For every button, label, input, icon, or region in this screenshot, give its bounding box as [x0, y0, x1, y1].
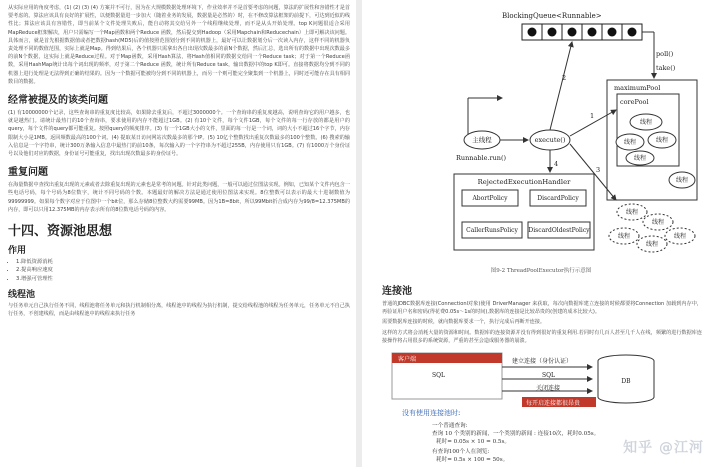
client-label: 客户端	[398, 356, 417, 363]
thread-label: 线程	[651, 219, 665, 226]
left-document-page	[0, 0, 356, 467]
thread-label: 线程	[623, 139, 637, 146]
purpose-list	[8, 258, 350, 283]
calc-line: 有查询100个人在浏览:	[432, 449, 490, 455]
thread-label: 线程	[633, 155, 647, 162]
take-label: take()	[656, 64, 676, 72]
resource-pool-heading: 十四、资源池思想	[8, 224, 113, 240]
policy-caller-runs: CallerRunsPolicy	[466, 227, 518, 234]
thread-label: 线程	[655, 137, 669, 144]
purpose-item: • 2.提高响应速度	[16, 266, 350, 274]
thread-pool-paragraph: 与任务单元自己执行任务不同，线程池将任务单元和执行机制相分离，线程池中的线程为执行机制，提交给线程池的线程为任务单元，任务单元不自己执行任务，不创建线程，而是由线程池中的线程来执行任务	[8, 303, 350, 318]
step-number: 2	[562, 74, 567, 82]
connection-paragraph-3: 这样的方式将会消耗大量的资源和时间。数据库的连接资源并没有得到很好的重复利用.若同时有几百人甚至几千人在线，频繁的进行数据库连接操作将占用很多的系统资源，严重的甚至会造成服务器的崩溃。	[382, 329, 702, 344]
connection-pool-section	[382, 282, 702, 347]
purpose-item: • 3.增强可管理性	[16, 275, 350, 283]
expensive-note: 每开启连接都很昂贵	[526, 400, 581, 407]
step-number: 3	[596, 166, 601, 174]
calc-line: 一个普通查询:	[432, 423, 468, 429]
main-thread-label: 主线程	[472, 136, 492, 144]
watermark: 知乎 @江河	[623, 440, 704, 456]
intro-paragraph: 从实际应用的角度考虑，(1) (2) (3) (4) 方案并不可行，因为在大规模数据处理环境下，作业效率并不是首要考虑的问题，算法的扩展性和容错性才是首要考虑的。算法应该具有良好的扩展性，以便数据量进一步加大（随着业务的发展，数据量是必然的）时，在不修改算法框架的前提下，可达到近似的线性比；算法应该具有容错性，即当前某个文件处理失败后，能自动将其交给另外一个线程继续处理，而不是从头开始处理。top K问题很适合采用MapReduce框架解决，用户只需编写一个Map函数和两个Reduce 函数，然后提交到Hadoop（采用Mapchain和Reducechain）上即可解决该问题。具体而言，就是首先根据数据值或者把数据hash(MD5)后的值按照范围划分到不同的机器上，最好可以让数据划分后一次读入内存，这样不同的机器负责处理不同的数值范围，实际上就是Map。得到结果后，各个机器只需拿出各自出现次数最多的前N个数据，然后汇总，选出所有的数据中出现次数最多的前N个数据，这实际上就是Reduce过程。对于Map函数，采用Hash算法，将Hash值相同的数据交给同一个Reduce task；对于第一个Reduce函数，采用HashMap统计出每个词出现的频率，对于第二个Reduce 函数，统计所有Reduce task，输出数据中的top K即可。直接将数据均分到不同的机器上进行处理是无法得到正确的结果的。因为一个数据可能被均分到不同的机器上，而另一个则可能完全聚集到一个机器上，同时还可能存在具有相同数目的数据。	[8, 5, 350, 85]
connection-paragraph-2: 需要数据库连接的时候，就向数据库要求一个，执行完成后再断开连接。	[382, 319, 546, 326]
right-document-page	[362, 0, 720, 467]
thread-label: 线程	[639, 119, 653, 126]
queue-label: BlockingQueue<Runnable>	[502, 12, 602, 20]
rejected-handler-label: RejectedExecutionHandler	[477, 178, 571, 186]
purpose-item: • 1.降低资源消耗	[16, 258, 350, 266]
maximum-pool-label: maximumPool	[614, 84, 661, 92]
duplicate-heading: 重复问题	[8, 167, 48, 179]
policy-discard-oldest: DiscardOldestPolicy	[528, 227, 590, 234]
step-number: 1	[590, 112, 595, 120]
purpose-heading: 作用	[8, 246, 27, 257]
poll-label: poll()	[656, 50, 674, 58]
policy-discard: DiscardPolicy	[537, 195, 579, 202]
thread-pool-heading: 线程池	[8, 290, 36, 301]
runnable-run-label: Runnable.run()	[456, 154, 507, 162]
execute-label: execute()	[534, 136, 566, 144]
calc-line: 耗时= 0.05s × 10 = 0.5s。	[436, 439, 510, 445]
step-number: 4	[554, 160, 559, 168]
figure-caption: 图9-2 ThreadPoolExecutor执行示意图	[490, 268, 592, 274]
thread-label: 线程	[617, 233, 631, 240]
thread-label: 线程	[645, 241, 659, 248]
threadpool-diagram	[362, 0, 720, 260]
sql-label: SQL	[432, 372, 446, 379]
sql-label: SQL	[542, 372, 556, 379]
thread-label: 线程	[675, 177, 689, 184]
build-connection-label: 建立连接（身份认证）	[512, 358, 573, 365]
thread-label: 线程	[625, 209, 639, 216]
connection-paragraph-1: 普通的JDBC数据库连接(Connectionl对象)使用 DriverManager 来获取，每次向数据库建立连接的时候都要将Connection 加载到内存中，再验证用户名和密码(得花费0.05s～1s的时间),数据库的连接是比较昂贵的(创建的成本比较大)。	[382, 301, 702, 316]
core-pool-label: corePool	[620, 98, 649, 106]
connection-pool-heading: 连接池	[382, 286, 412, 297]
thread-label: 线程	[673, 233, 687, 240]
no-pool-heading: 没有使用连接池时:	[402, 409, 461, 417]
duplicate-paragraph: 在海量数据中查找出重复出现的元素或者去除重复出现的元素也是常考的问题。针对此类问题，一般可以通过位图法实现。例如，已知某个文件内包含一些电话号码，每个号码为8位数字，统计不同号码的个数。本题最好的解决方法是通过使用位图法来实现。8位整数可以表示的最大十进制数值为99999999。如果每个数字对应于位图中一个bit位，那么存储8位整数大约需要99MB。因为1B=8bit，所以99Mbit折合成内存为99/8=12.375MB的内存，即可以只用12.375MB的内存表示所有的8位数电话号码的内容。	[8, 182, 350, 213]
blocking-queue	[522, 24, 642, 40]
common-problems-paragraph: (1) 有10000000个记录，这些查询串的重复度比较高，如果除去重复后，不超过3000000个。一个查询串的重复度越高，说明查询它的用户越多，也就是越热门。请统计最热门的10个查询串，要求使用的内存不能超过1GB。(2) 有10个文件，每个文件1GB，每个文件的每一行存放的都是用户的query，每个文件的query都可能重复。按照query的频度排序。(3) 有一个1GB大小的文件，里面的每一行是一个词，词的大小不超过16个字节，内存限制大小是1MB。返回频数最高的100个词。(4) 提取某日访问网站次数最多的那个IP。(5) 10亿个整数找出重复次数最多的100个整数。(6) 搜索的输入信息是一个字符串，统计300万条输入信息中最热门的前10条，每次输入的一个字符串为不超过255B，内存使用只有1GB。(7) 有1000万个身份证号以及他们对应的数据，身份证号可能重复，找出出现次数最多的身份证号。	[8, 110, 350, 158]
calc-line: 查询 10 个类别的新闻，一个类别的新闻 : 连接10次，耗时0.05s。	[432, 431, 600, 437]
policy-abort: AbortPolicy	[472, 195, 508, 202]
close-connection-label: 关闭连接	[536, 385, 561, 392]
db-label: DB	[621, 378, 631, 385]
calc-line: 耗时= 0.5s × 100 = 50s。	[436, 457, 509, 463]
common-problems-heading: 经常被提及的该类问题	[8, 95, 108, 107]
